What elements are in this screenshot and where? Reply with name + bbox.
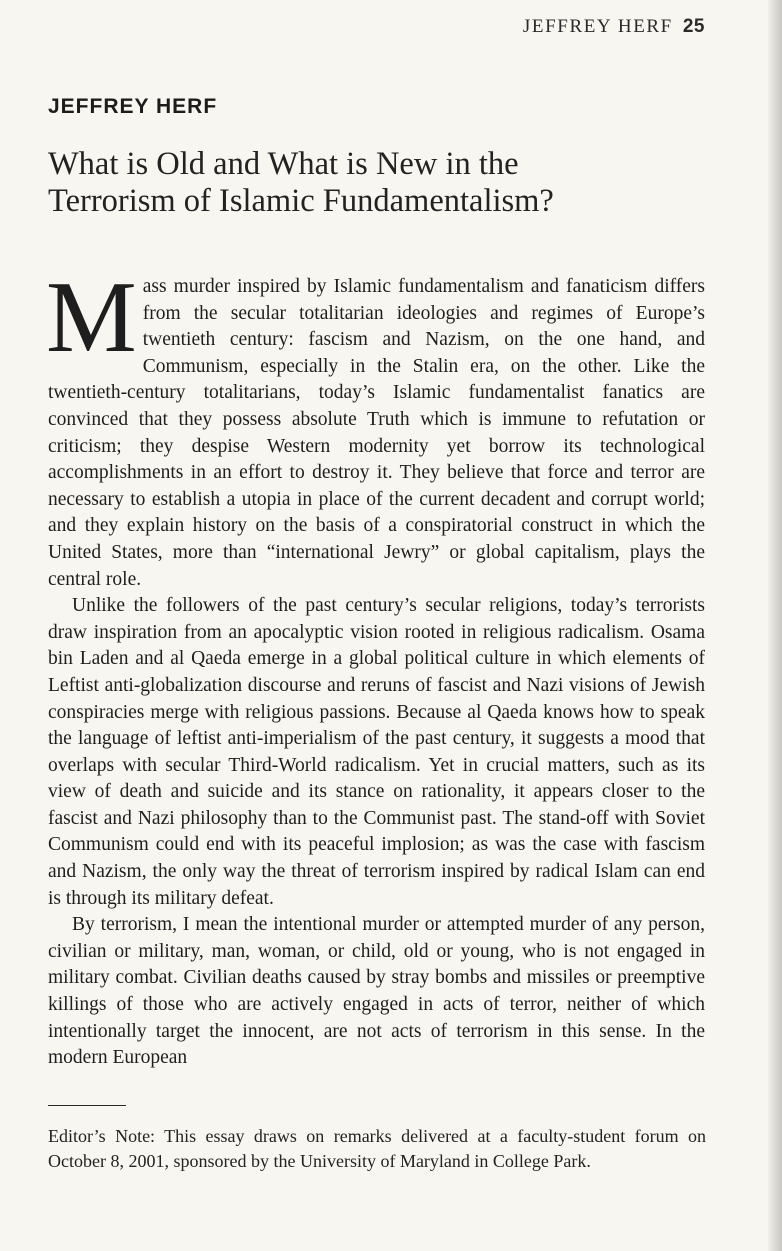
running-head-author: JEFFREY HERF bbox=[522, 16, 673, 37]
title-line-2: Terrorism of Islamic Fundamentalism? bbox=[48, 183, 554, 219]
drop-cap: M bbox=[46, 261, 137, 374]
editors-note-footnote: Editor’s Note: This essay draws on remarks delivered at a faculty-student forum on October 8, 2001, sponsored by the University of Maryland in College Park. bbox=[48, 1126, 706, 1171]
article-title bbox=[48, 146, 688, 220]
page-number: 25 bbox=[682, 16, 705, 37]
article-author: JEFFREY HERF bbox=[48, 95, 218, 118]
footnote-divider bbox=[48, 1105, 126, 1106]
paragraph-3: By terrorism, I mean the intentional murder or attempted murder of any person, civilian or military, man, woman, or child, old or young, who is not engaged in military combat. Civilian deaths caused by stray bombs and missiles or preemptive killings of those who are actively engaged in acts of terror, neither of which intentionally target the innocent, are not acts of terrorism in this sense. In the modern European bbox=[48, 914, 705, 1069]
article-body bbox=[46, 261, 705, 1072]
paragraph-1 bbox=[46, 261, 705, 593]
title-line-1: What is Old and What is New in the bbox=[48, 146, 519, 182]
running-head bbox=[0, 16, 705, 38]
page-edge-shadow bbox=[768, 0, 782, 1251]
paragraph-1-text: ass murder inspired by Islamic fundamentalism and fanaticism differs from the secular totalitarian ideologies and regimes of Europe’s twentieth century: fascism and Nazism, on the one hand, and Communism, especially in the Stalin era, on the other. Like the twentieth-century totalitarians, today’s Islamic fundamentalist fanatics are convinced that they possess absolute Truth which is immune to refutation or criticism; they despise Western modernity yet borrow its technological accomplishments in an effort to destroy it. They believe that force and terror are necessary to establish a utopia in place of the current decadent and corrupt world; and they explain history on the basis of a conspiratorial construct in which the United States, more than “international Jewry” or global capitalism, plays the central role. bbox=[48, 276, 705, 590]
paragraph-2: Unlike the followers of the past century’s secular religions, today’s terrorists draw inspiration from an apocalyptic vision rooted in religious radicalism. Osama bin Laden and al Qaeda emerge in a global political culture in which elements of Leftist anti-globalization discourse and reruns of fascist and Nazi visions of Jewish conspiracies merge with religious passions. Because al Qaeda knows how to speak the language of leftist anti-imperialism of the past century, it suggests a mood that overlaps with secular Third-World radicalism. Yet in crucial matters, such as its view of death and suicide and its stance on rationality, it appears closer to the fascist and Nazi philosophy than to the Communist past. The stand-off with Soviet Communism could end with its peaceful implosion; as was the case with fascism and Nazism, the only way the threat of terrorism inspired by radical Islam can end is through its military defeat. bbox=[48, 595, 705, 909]
